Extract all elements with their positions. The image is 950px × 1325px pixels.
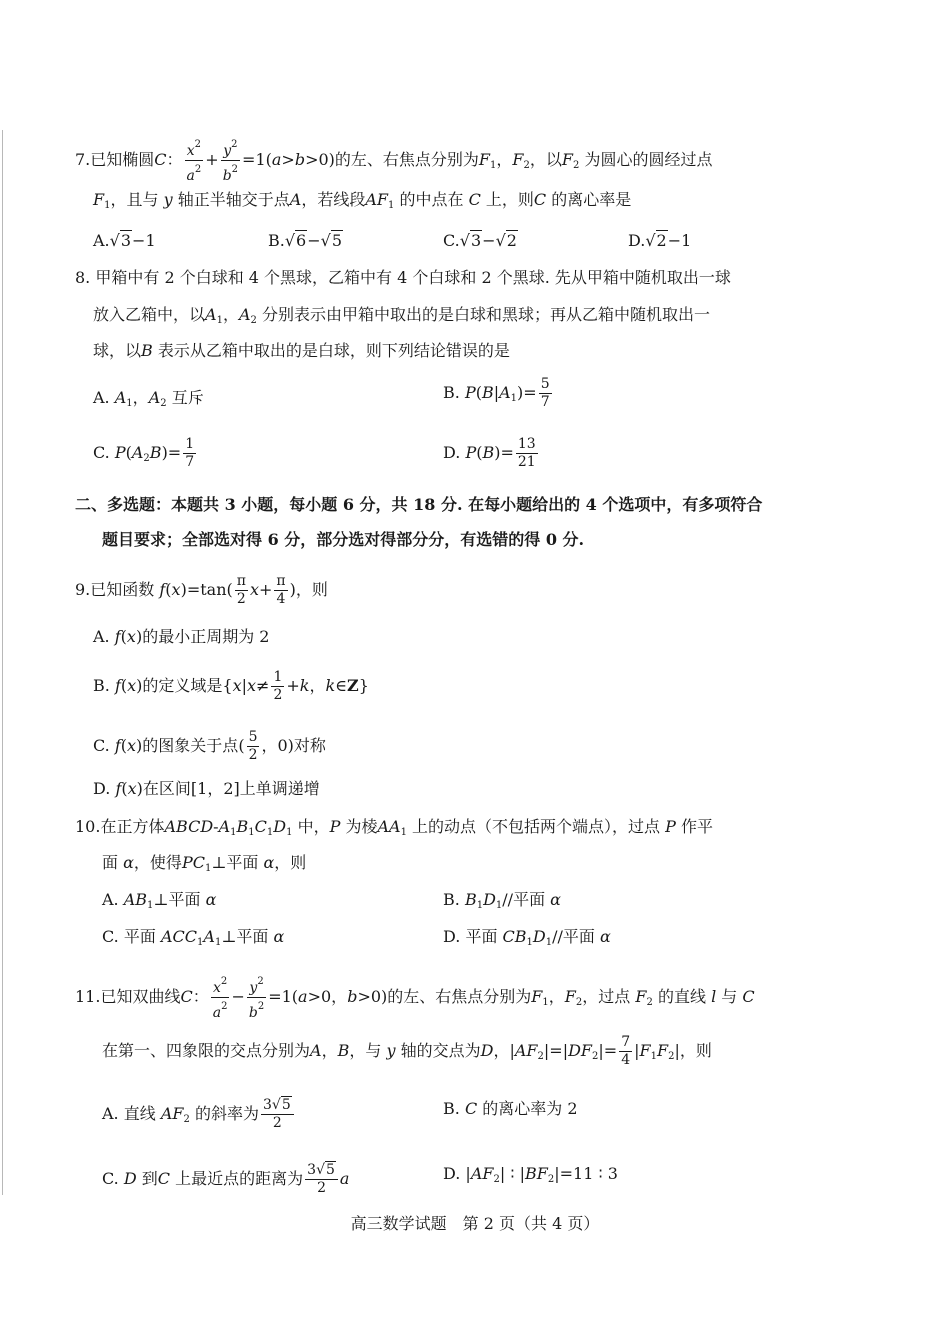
section2-heading-line2: 题目要求；全部选对得 6 分，部分选对得部分分，有选错的得 0 分. [102,530,585,549]
q7-option-b: B.√6−√5 [268,231,343,250]
q10-option-a: A. $AB_1\perp$平面 α [102,890,217,911]
q11-option-c: C. D 到C 上最近点的距离为 $\frac{3√5}{2}$ a [102,1162,350,1196]
q8-line1: 8. 甲箱中有 2 个白球和 4 个黑球，乙箱中有 4 个白球和 2 个黑球. 先从甲箱中随机取出一球 [75,268,731,287]
q10-option-d: D. 平面 $CB_1D_1//$平面 α [443,927,611,948]
q8-line2: 放入乙箱中，以$A_1$，$A_2$ 分别表示由甲箱中取出的是白球和黑球；再从乙箱中随机取出一 [93,305,711,326]
q9-option-b: B. f(x)的定义域是{x|x≠ $\frac{1}{2}$ +k，k∈Z} [93,669,369,703]
q8-option-b: B. $P(B|A_1)=$ $\frac{5}{7}$ [443,376,550,410]
q8-option-a: A. $A_1$，$A_2$ 互斥 [93,388,204,409]
q10-option-b: B. $B_1D_1//$平面 α [443,890,561,911]
q7-option-c: C.√3−√2 [443,231,517,250]
q9-option-d: D. f(x)在区间[1，2]上单调递增 [93,779,320,798]
q9-option-c: C. f(x)的图象关于点( $\frac{5}{2}$ ，0)对称 [93,729,326,763]
q11-line2: 在第一、四象限的交点分别为A，B，与 y 轴的交点为D，$|AF_2|=|DF_2|=$ $\frac{7}{4}$ $|F_1F_2|$，则 [102,1034,712,1068]
q7-option-a: A.√3−1 [93,231,156,250]
q10-line2: 面 α，使得$PC_1\perp$平面 α，则 [102,853,307,874]
q7-line1: 7.已知椭圆C： $\frac{x^2}{a^2}$ + $\frac{y^2}{b^2}$ =1(a>b>0)的左、右焦点分别为$F_1$，$F_2$，以$F_2$ 为圆心的圆经过点 [75,136,713,185]
q7-option-d: D.√2−1 [628,231,692,250]
q8-option-d: D. P(B)= $\frac{13}{21}$ [443,436,536,470]
q11-option-d: D. $|AF_2|$ ∶ $|BF_2|=11$ ∶ 3 [443,1164,618,1185]
q7-line2: $F_1$，且与 y 轴正半轴交于点A，若线段$AF_1$ 的中点在 C 上，则C 的离心率是 [93,190,632,211]
q10-option-c: C. 平面 $ACC_1A_1\perp$平面 α [102,927,285,948]
q8-line3: 球，以B 表示从乙箱中取出的是白球，则下列结论错误的是 [93,341,510,360]
q11-option-b: B. C 的离心率为 2 [443,1099,578,1118]
q10-line1: 10.在正方体ABCD-$A_1B_1C_1D_1$ 中，P 为棱$AA_1$ 上的动点（不包括两个端点），过点 P 作平 [75,817,714,838]
section2-heading-line1: 二、多选题：本题共 3 小题，每小题 6 分，共 18 分. 在每小题给出的 4 个选项中，有多项符合 [75,495,763,514]
q11-option-a: A. 直线 $AF_2$ 的斜率为 $\frac{3√5}{2}$ [102,1097,296,1132]
page-footer: 高三数学试题 第 2 页（共 4 页） [350,1214,600,1233]
q9-option-a: A. f(x)的最小正周期为 2 [93,627,270,646]
q11-line1: 11.已知双曲线C： $\frac{x^2}{a^2}$ − $\frac{y^2}{b^2}$ =1(a>0，b>0)的左、右焦点分别为$F_1$，$F_2$，过点 $F_2$ 的直线 l 与 C [75,973,755,1022]
q8-option-c: C. $P(A_2B)=$ $\frac{1}{7}$ [93,436,195,470]
q9-stem: 9.已知函数 f(x)=tan( $\frac{\pi}{2}$ x+ $\frac{\pi}{4}$ )，则 [75,573,328,607]
